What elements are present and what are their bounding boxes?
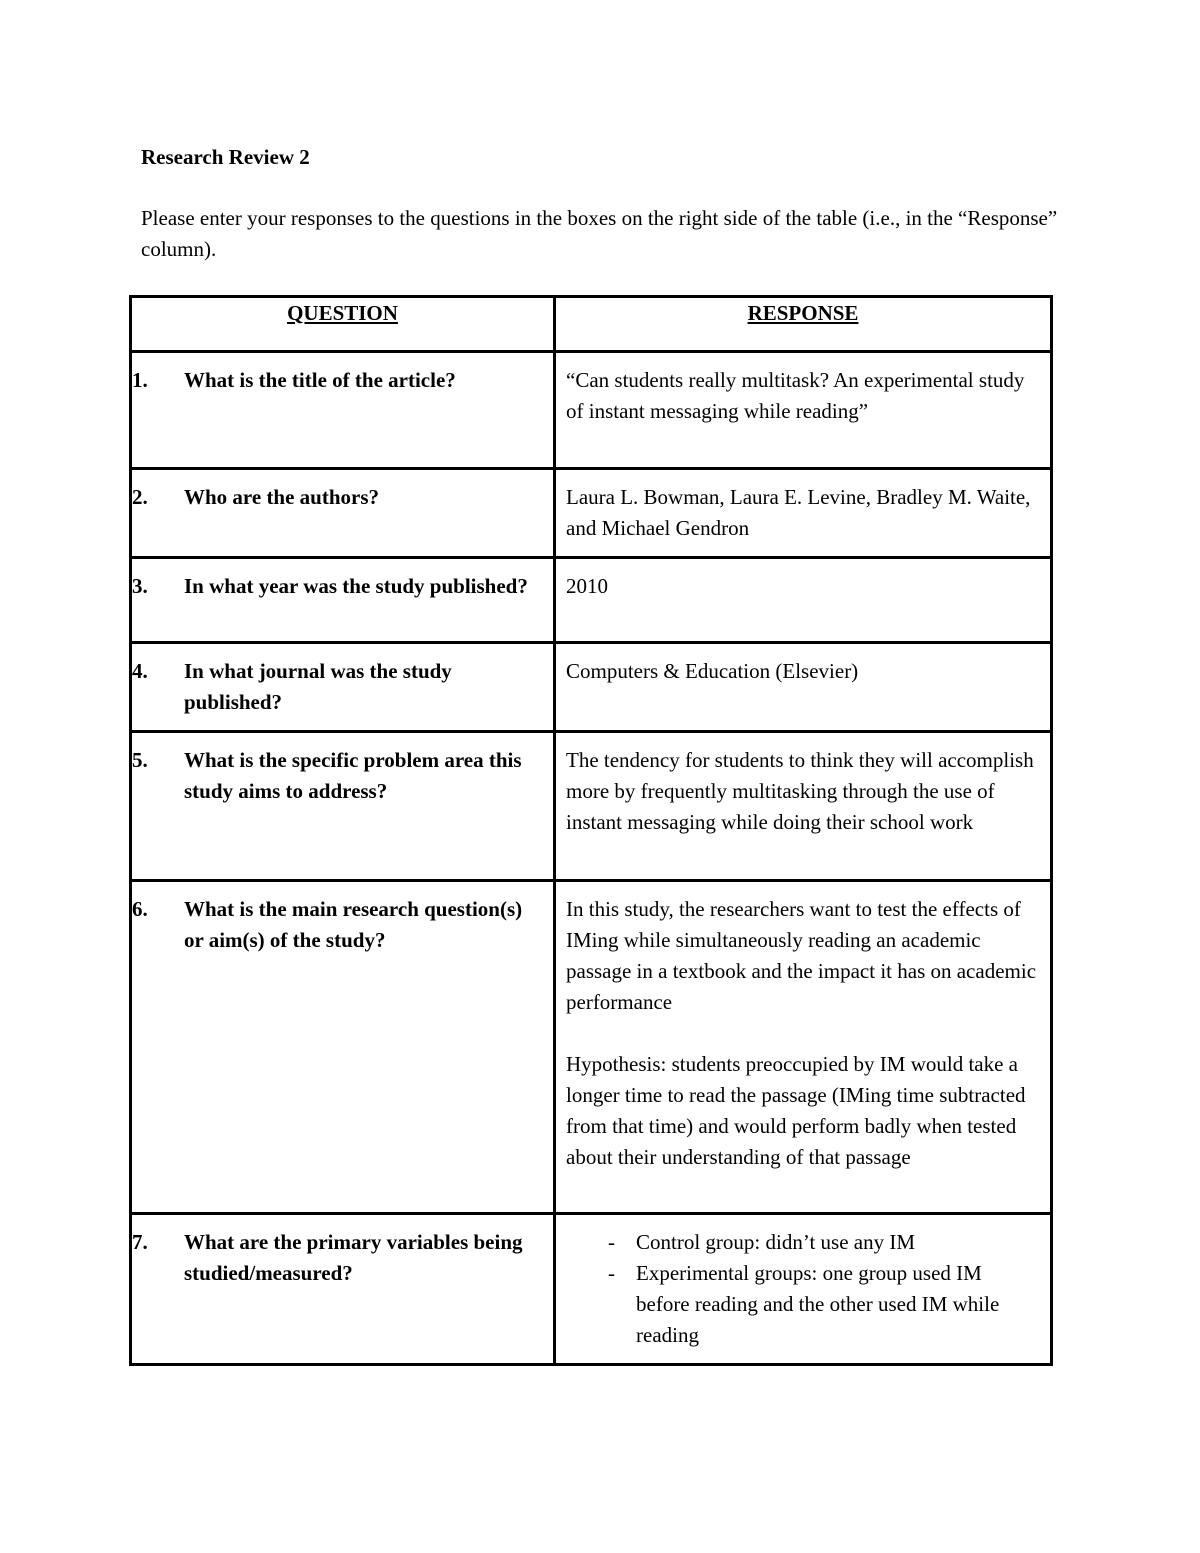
instructions-text: Please enter your responses to the questions in the boxes on the right side of the table (i.e., in the “Response” column). [141,206,1058,261]
question-cell [131,469,555,558]
list-item-text: Experimental groups: one group used IM before reading and the other used IM while reading [636,1261,1000,1347]
question-text-line [132,365,537,396]
research-review-table [129,295,1053,1366]
response-cell[interactable] [555,352,1052,469]
response-cell[interactable] [555,881,1052,1214]
question-number: 6. [132,897,148,921]
response-text: In this study, the researchers want to test the effects of IMing while simultaneously reading an academic passage in a textbook and the impact it has on academic performance [566,897,1037,1014]
document-title: Research Review 2 [141,145,310,169]
question-cell [131,558,555,643]
question-cell [131,643,555,732]
table-row [131,732,1052,881]
question-text-line [132,571,537,602]
response-column-header: RESPONSE [555,297,1052,352]
list-item [608,1258,1036,1351]
table-row [131,643,1052,732]
question-cell [131,352,555,469]
response-text: Computers & Education (Elsevier) [566,659,859,683]
question-number: 1. [132,368,148,392]
list-item [608,1227,1036,1258]
response-text: 2010 [566,574,608,598]
question-number: 3. [132,574,148,598]
table-row [131,469,1052,558]
question-text: What is the main research question(s) or aim(s) of the study? [184,897,523,952]
table-row [131,558,1052,643]
question-number: 4. [132,659,148,683]
question-text-line [132,894,537,956]
response-cell[interactable] [555,558,1052,643]
question-cell [131,881,555,1214]
table-header-row [131,297,1052,352]
question-text: What is the title of the article? [184,368,456,392]
response-text: Laura L. Bowman, Laura E. Levine, Bradley M. Waite, and Michael Gendron [566,485,1031,540]
response-cell[interactable] [555,643,1052,732]
response-cell[interactable] [555,1214,1052,1365]
question-number: 5. [132,748,148,772]
response-text: The tendency for students to think they will accomplish more by frequently multitasking through the use of instant messaging while doing their school work [566,748,1034,834]
list-item-text: Control group: didn’t use any IM [636,1230,916,1254]
table-row [131,881,1052,1214]
question-text-line [132,482,537,513]
response-cell[interactable] [555,469,1052,558]
question-cell [131,732,555,881]
question-text: What is the specific problem area this study aims to address? [184,748,522,803]
question-text: Who are the authors? [184,485,380,509]
table-row [131,352,1052,469]
response-text: “Can students really multitask? An experimental study of instant messaging while reading” [566,368,1025,423]
table-row [131,1214,1052,1365]
question-number: 7. [132,1230,148,1254]
dash-bullet: - [608,1230,615,1254]
question-text-line [132,745,537,807]
question-text-line [132,1227,537,1289]
question-column-header: QUESTION [131,297,555,352]
question-cell [131,1214,555,1365]
dash-bullet: - [608,1261,615,1285]
hypothesis-text: Hypothesis: students preoccupied by IM would take a longer time to read the passage (IMing time subtracted from that time) and would perform badly when tested about their understanding of that passage [566,1052,1026,1169]
question-text: In what year was the study published? [184,574,528,598]
question-number: 2. [132,485,148,509]
response-cell[interactable] [555,732,1052,881]
question-text: In what journal was the study published? [184,659,452,714]
question-text-line [132,656,537,718]
variables-list [566,1227,1036,1351]
question-text: What are the primary variables being studied/measured? [184,1230,523,1285]
